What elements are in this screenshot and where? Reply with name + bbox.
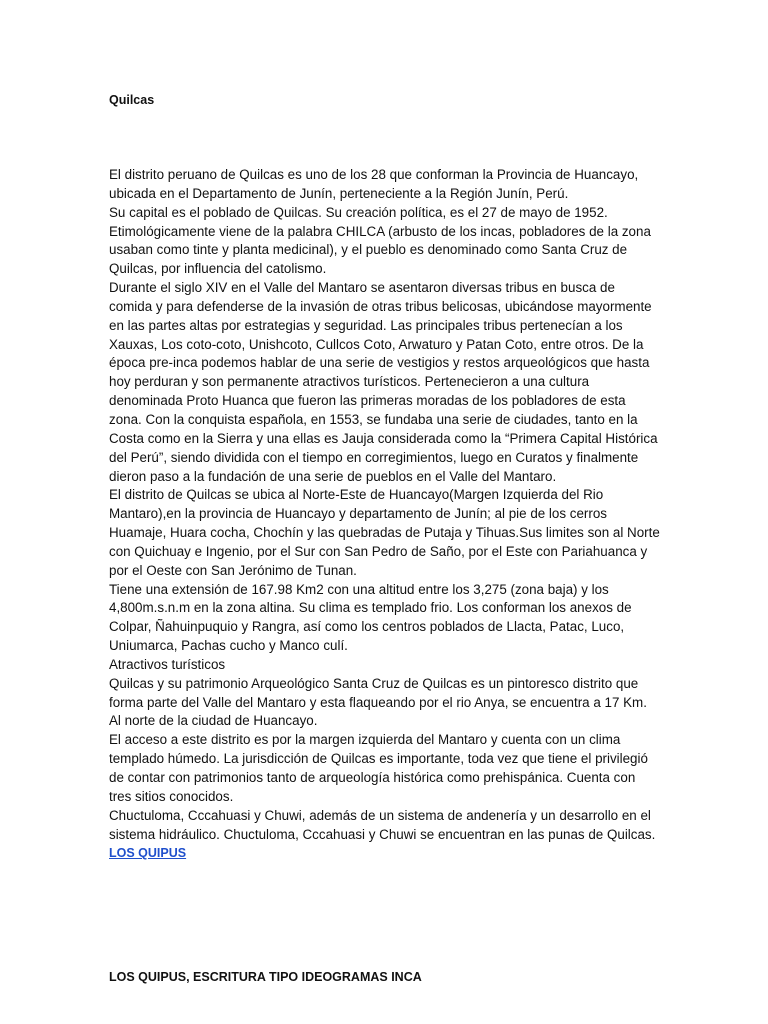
paragraph: Su capital es el poblado de Quilcas. Su creación política, es el 27 de mayo de 1952. Etimológicamente viene de la palabra CHILCA (arbusto de los incas, pobladores de la zona usaban como tinte y planta medicinal), y el pueblo es denominado como Santa Cruz de Quilcas, por influencia del catolismo.	[109, 204, 651, 277]
paragraph: Chuctuloma, Cccahuasi y Chuwi, además de un sistema de andenería y un desarrollo en el sistema hidráulico. Chuctuloma, Cccahuasi y Chuwi se encuentran en las punas de Quilcas.	[109, 807, 656, 842]
paragraph: Durante el siglo XIV en el Valle del Mantaro se asentaron diversas tribus en busca de comida y para defenderse de la invasión de otras tribus belicosas, ubicándose mayormente en las partes altas por estrategias y seguridad. Las principales tribus pertenecían a los Xauxas, Los coto-coto, Unishcoto, Cullcos Coto, Arwaturo y Patan Coto, entre otros. De la época pre-inca podemos hablar de una serie de vestigios y restos arqueológicos que hasta hoy perduran y son permanente atractivos turísticos. Pertenecieron a una cultura denominada Proto Huanca que fueron las primeras moradas de los pobladores de esta zona. Con la conquista española, en 1553, se fundaba una serie de ciudades, tanto en la Costa como en la Sierra y una ellas es Jauja considerada como la “Primera Capital Histórica del Perú”, siendo dividida con el tiempo en corregimientos, luego en Curatos y finalmente dieron paso a la fundación de una serie de pueblos en el Valle del Mantaro.	[109, 280, 658, 484]
section-subheading: LOS QUIPUS, ESCRITURA TIPO IDEOGRAMAS INCA	[109, 970, 422, 984]
paragraph: Tiene una extensión de 167.98 Km2 con una altitud entre los 3,275 (zona baja) y los 4,800m.s.n.m en la zona altina. Su clima es templado frio. Los conforman los anexos de Colpar, Ñahuinpuquio y Rangra, así como los centros poblados de Llacta, Patac, Luco, Uniumarca, Pachas cucho y Manco culí.	[109, 581, 632, 654]
paragraph: El distrito de Quilcas se ubica al Norte-Este de Huancayo(Margen Izquierda del Rio Mantaro),en la provincia de Huancayo y departamento de Junín; al pie de los cerros Huamaje, Huara cocha, Chochín y las quebradas de Putaja y Tihuas.Sus limites son al Norte con Quichuay e Ingenio, por el Sur con San Pedro de Saño, por el Este con Pariahuanca y por el Oeste con San Jerónimo de Tunan.	[109, 487, 660, 578]
los-quipus-link[interactable]: LOS QUIPUS	[109, 846, 187, 861]
section-heading-atractivos: Atractivos turísticos	[109, 656, 226, 672]
document-title: Quilcas	[109, 93, 155, 107]
link-line	[109, 844, 661, 863]
paragraph: El distrito peruano de Quilcas es uno de los 28 que conforman la Provincia de Huancayo, ubicada en el Departamento de Junín, perteneciente a la Región Junín, Perú.	[109, 167, 639, 201]
paragraph: El acceso a este distrito es por la margen izquierda del Mantaro y cuenta con un clima templado húmedo. La jurisdicción de Quilcas es importante, toda vez que tiene el privilegió de contar con patrimonios tanto de arqueología histórica como prehispánica. Cuenta con tres sitios conocidos.	[109, 732, 648, 804]
paragraph: Quilcas y su patrimonio Arqueológico Santa Cruz de Quilcas es un pintoresco distrito que forma parte del Valle del Mantaro y esta flaqueando por el rio Anya, se encuentra a 17 Km. Al norte de la ciudad de Huancayo.	[109, 675, 647, 729]
document-body	[109, 166, 661, 863]
